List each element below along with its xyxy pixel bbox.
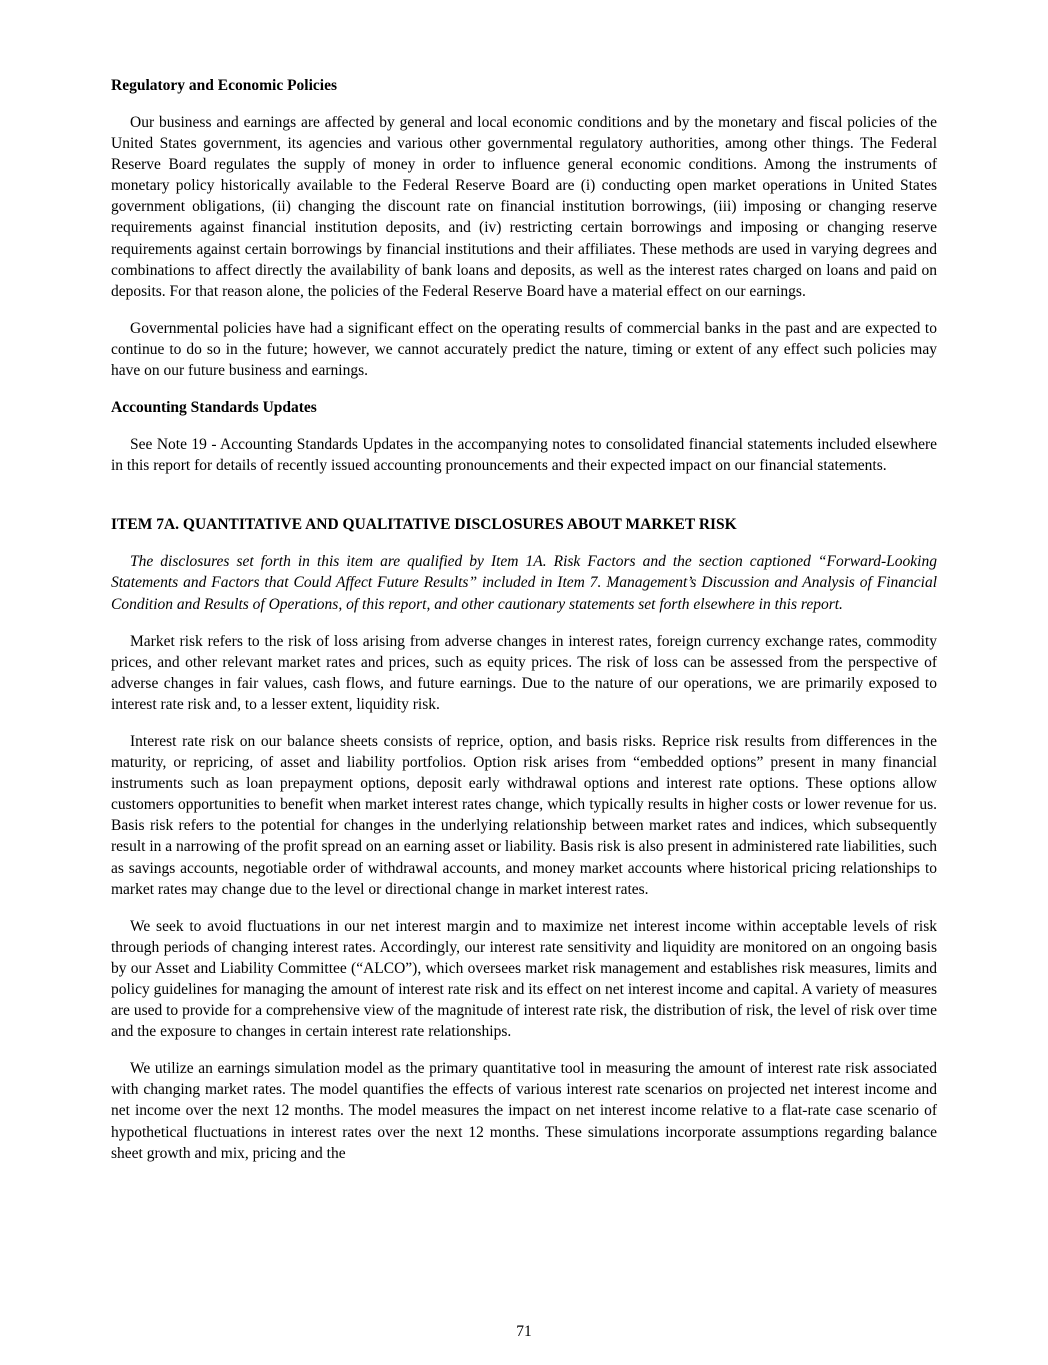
paragraph-item7a-3: We seek to avoid fluctuations in our net interest margin and to maximize net interest income within acceptable levels of risk through periods of changing interest rates. Accordingly, our interest rate sensitivity and liquidity are monitored on an ongoing basis by our Asset and Liability Committee (“ALCO”), which oversees market risk management and establishes risk measures, limits and policy guidelines for managing the amount of interest rate risk and its effect on net interest income and capital. A variety of measures are used to provide for a comprehensive view of the magnitude of interest rate risk, the distribution of risk, the level of risk over time and the exposure to changes in certain interest rate relationships. xyxy=(111,917,937,1041)
page-number: 71 xyxy=(516,1323,532,1340)
paragraph-regulatory-2: Governmental policies have had a significant effect on the operating results of commercial banks in the past and are expected to continue to do so in the future; however, we cannot accurately predict the nature, timing or extent of any effect such policies may have on our future business and earnings. xyxy=(111,319,937,380)
paragraph-item7a-1: Market risk refers to the risk of loss arising from adverse changes in interest rates, foreign currency exchange rates, commodity prices, and other relevant market rates and prices, such as equity prices. The risk of loss can be assessed from the perspective of adverse changes in fair values, cash flows, and future earnings. Due to the nature of our operations, we are primarily exposed to interest rate risk and, to a lesser extent, liquidity risk. xyxy=(111,632,937,713)
paragraph-accounting-1: See Note 19 - Accounting Standards Updates in the accompanying notes to consolidated financial statements included elsewhere in this report for details of recently issued accounting pronouncements and their expected impact on our financial statements. xyxy=(111,436,937,475)
paragraph-item7a-4: We utilize an earnings simulation model as the primary quantitative tool in measuring the amount of interest rate risk associated with changing market rates. The model quantifies the effects of various interest rate scenarios on projected net interest income and net income over the next 12 months. The model measures the impact on net interest income relative to a flat-rate case scenario of hypothetical fluctuations in interest rates over the next 12 months. These simulations incorporate assumptions regarding balance sheet growth and mix, pricing and the xyxy=(111,1060,937,1162)
paragraph-regulatory-1: Our business and earnings are affected by general and local economic conditions and by the monetary and fiscal policies of the United States government, its agencies and various other governmental regulatory authorities, among other things. The Federal Reserve Board regulates the supply of money in order to influence general economic conditions. Among the instruments of monetary policy historically available to the Federal Reserve Board are (i) conducting open market operations in United States government obligations, (ii) changing the discount rate on financial institution borrowings, (iii) imposing or changing reserve requirements against financial institution deposits, and (iv) restricting certain borrowings and imposing or changing reserve requirements against certain borrowings by financial institutions and their affiliates. These methods are used in varying degrees and combinations to affect directly the availability of bank loans and deposits, as well as the interest rates charged on loans and paid on deposits. For that reason alone, the policies of the Federal Reserve Board have a material effect on our earnings. xyxy=(111,114,937,300)
document-page xyxy=(111,75,937,1180)
section-heading-item-7a: ITEM 7A. QUANTITATIVE AND QUALITATIVE DISCLOSURES ABOUT MARKET RISK xyxy=(111,516,737,534)
section-heading-regulatory: Regulatory and Economic Policies xyxy=(111,77,338,94)
paragraph-item7a-disclaimer: The disclosures set forth in this item are qualified by Item 1A. Risk Factors and the section captioned “Forward-Looking Statements and Factors that Could Affect Future Results” included in Item 7. Management’s Discussion and Analysis of Financial Condition and Results of Operations, of this report, and other cautionary statements set forth elsewhere in this report. xyxy=(111,553,937,613)
section-heading-accounting: Accounting Standards Updates xyxy=(111,399,317,417)
paragraph-item7a-2: Interest rate risk on our balance sheets consists of reprice, option, and basis risks. Reprice risk results from differences in the maturity, or repricing, of asset and liability portfolios. Option risk arises from “embedded options” present in many financial instruments such as loan prepayment options, deposit early withdrawal options and interest rate options. These options allow customers opportunities to benefit when market interest rates change, which typically results in higher costs or lower revenue for us. Basis risk refers to the potential for changes in the underlying relationship between market rates and indices, which subsequently result in a narrowing of the profit spread on an earning asset or liability. Basis risk is also present in administered rate liabilities, such as savings accounts, negotiable order of withdrawal accounts, and money market accounts where historical pricing relationships to market rates may change due to the level or directional change in market interest rates. xyxy=(111,732,937,898)
